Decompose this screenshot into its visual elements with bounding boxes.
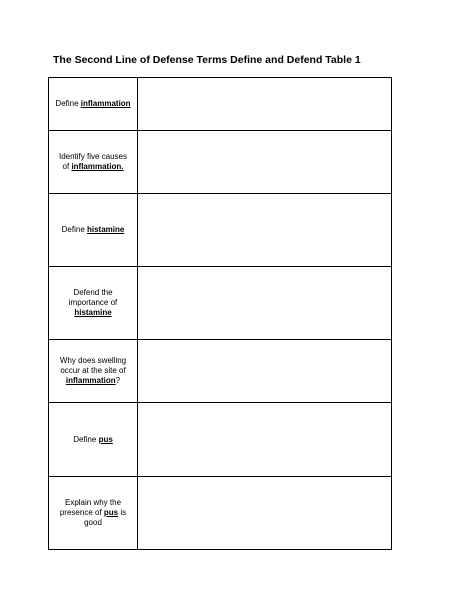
table-row [49,403,392,477]
table-row [49,477,392,550]
term-keyword: pus [103,508,119,517]
answer-cell[interactable] [138,131,392,194]
term-keyword: histamine [74,308,112,317]
term-cell-define-histamine [49,194,138,267]
answer-cell[interactable] [138,267,392,340]
term-keyword: pus [98,434,113,444]
term-text: Define [61,225,87,234]
term-cell-defend-histamine [49,267,138,340]
answer-cell[interactable] [138,477,392,550]
document-title: The Second Line of Defense Terms Define and Defend Table 1 [53,54,361,66]
answer-cell[interactable] [138,340,392,403]
term-cell-define-inflammation [49,78,138,131]
term-text-suffix: ? [115,376,121,385]
table-row [49,78,392,131]
term-keyword: inflammation [65,376,116,385]
term-keyword: inflammation [80,99,131,108]
term-cell-causes-inflammation [49,131,138,194]
term-text: Define [55,99,81,108]
term-text-suffix: is good [84,508,127,527]
term-keyword: inflammation. [71,162,124,171]
term-text: Defend the importance of [68,288,118,307]
term-cell-explain-pus [49,477,138,550]
term-keyword: histamine [87,225,125,234]
answer-cell[interactable] [138,78,392,131]
term-text: Identify five causes of [58,152,128,171]
term-text: Why does swelling occur at the site of [59,356,127,375]
table-row [49,194,392,267]
table-row [49,131,392,194]
table-row [49,267,392,340]
terms-table [48,77,392,550]
term-text: Explain why the presence of [59,498,122,517]
table-row [49,340,392,403]
term-text: Define [73,434,99,444]
term-cell-swelling [49,340,138,403]
answer-cell[interactable] [138,194,392,267]
answer-cell[interactable] [138,403,392,477]
term-cell-define-pus [49,403,138,477]
